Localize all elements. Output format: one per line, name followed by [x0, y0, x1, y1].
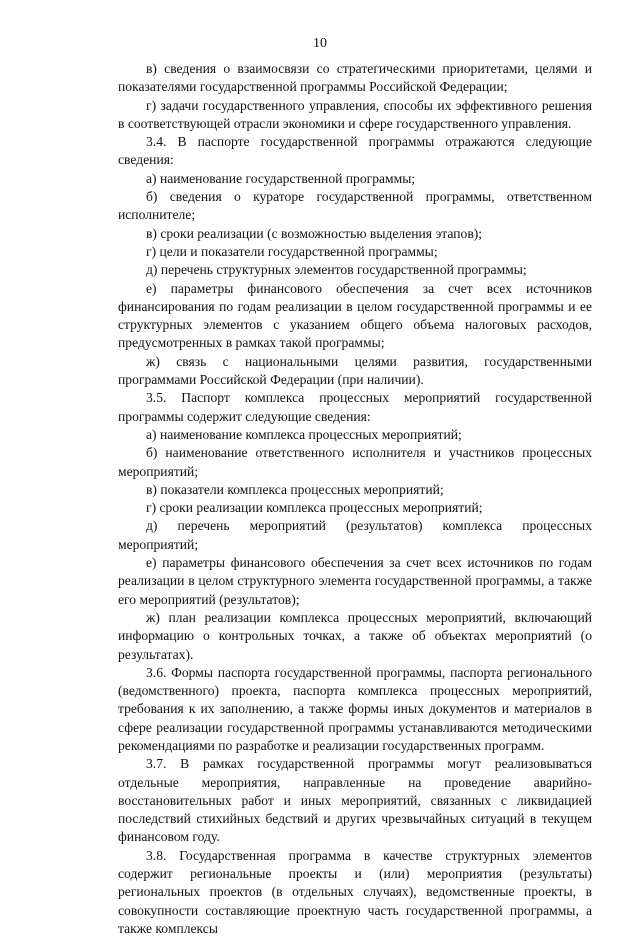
paragraph: 3.4. В паспорте государственной программы отражаются следующие сведения: [118, 134, 592, 168]
paragraph: ж) связь с национальными целями развития, государственными программами Российской Федерации (при наличии). [118, 353, 592, 388]
paragraph: в) сроки реализации (с возможностью выделения этапов); [146, 225, 483, 241]
paragraph: ж) план реализации комплекса процессных мероприятий, включающий информацию о контрольных точках, а также об объектах мероприятий (о результатах). [118, 609, 592, 662]
paragraph: а) наименование комплекса процессных мероприятий; [146, 426, 462, 442]
paragraph: а) наименование государственной программы; [146, 170, 416, 186]
paragraph: 3.7. В рамках государственной программы могут реализовываться отдельные мероприятия, направленные на проведение аварийно-восстановительных работ и иных мероприятий, связанных с ликвидацией последствий стихийных бедствий и других чрезвычайных ситуаций в текущем финансовом году. [118, 756, 592, 845]
paragraph: г) сроки реализации комплекса процессных мероприятий; [146, 500, 483, 516]
paragraph: в) сведения о взаимосвязи со стратегическими приоритетами, целями и показателями государственной программы Российской Федерации; [118, 61, 592, 95]
paragraph: 3.5. Паспорт комплекса процессных мероприятий государственной программы содержит следующие сведения: [118, 390, 592, 424]
document-body [118, 60, 592, 938]
paragraph: б) сведения о кураторе государственной программы, ответственном исполнителе; [118, 189, 592, 223]
paragraph: д) перечень структурных элементов государственной программы; [146, 262, 527, 278]
paragraph: г) цели и показатели государственной программы; [146, 243, 438, 259]
paragraph: д) перечень мероприятий (результатов) комплекса процессных мероприятий; [118, 518, 592, 552]
paragraph: г) задачи государственного управления, способы их эффективного решения в соответствующей отрасли экономики и сфере государственного управления. [118, 97, 592, 131]
paragraph: е) параметры финансового обеспечения за счет всех источников по годам реализации в целом структурного элемента государственной программы, а также его мероприятий (результатов); [118, 555, 592, 607]
paragraph: 3.6. Формы паспорта государственной программы, паспорта регионального (ведомственного) проекта, паспорта комплекса процессных мероприятий, требования к их заполнению, а также формы иных документов и материалов в сфере реализации государственной программы устанавливаются методическими рекомендациями по разработке и реализации государственных программ. [118, 664, 592, 753]
paragraph: б) наименование ответственного исполнителя и участников процессных мероприятий; [118, 445, 592, 479]
page-number: 10 [313, 36, 327, 51]
paragraph: е) параметры финансового обеспечения за счет всех источников финансирования по годам реализации в целом государственной программы и ее структурных элементов с указанием общего объема налоговых расходов, предусмотренных в рамках такой программы; [118, 280, 592, 351]
paragraph: 3.8. Государственная программа в качестве структурных элементов содержит региональные проекты и (или) мероприятия (результаты) региональных проектов (в отдельных случаях), ведомственные проекты, в совокупности составляющие проектную часть государственной программы, а также комплексы [118, 847, 592, 936]
paragraph: в) показатели комплекса процессных мероприятий; [146, 481, 444, 497]
